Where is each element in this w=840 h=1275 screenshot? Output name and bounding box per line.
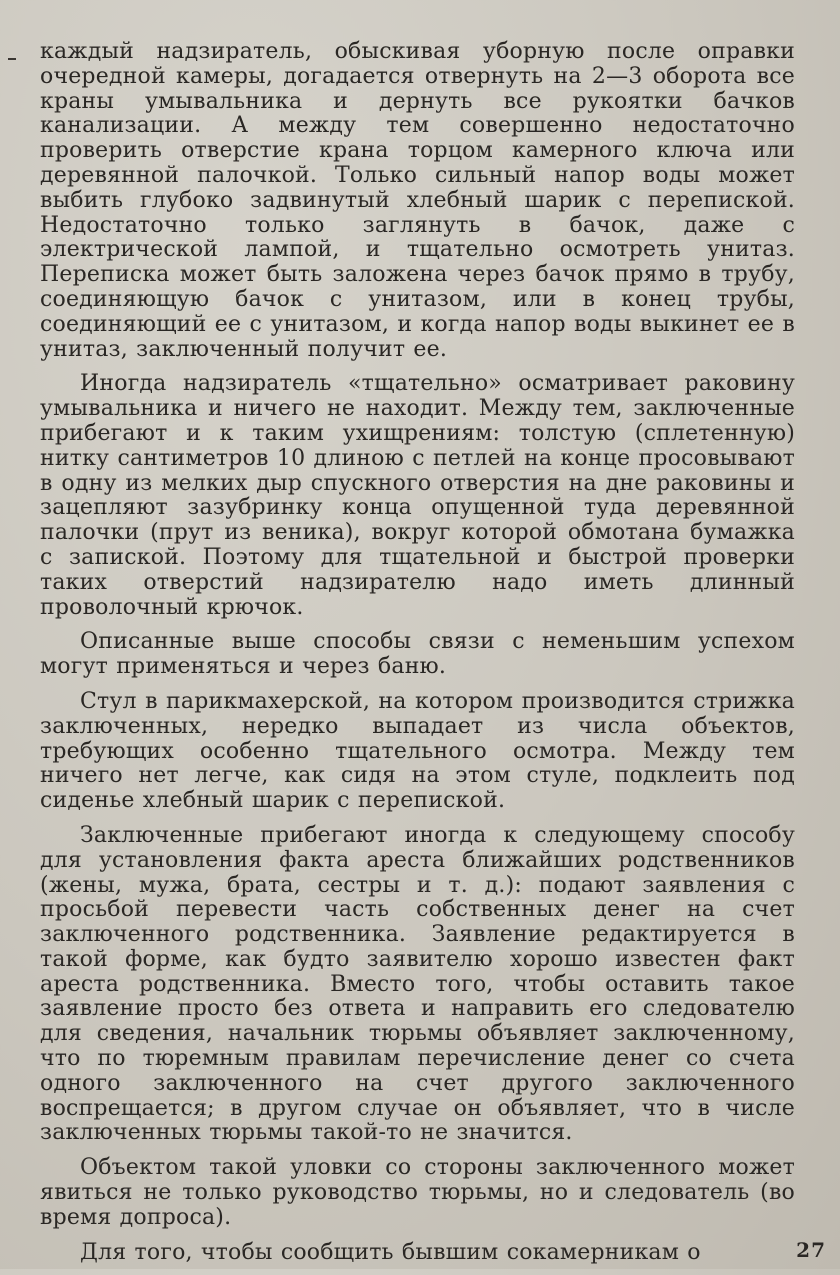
paragraph-relatives-arrest: Заключенные прибегают иногда к следующему способу для установления факта ареста ближайших родственников (жены, мужа, брата, сестры и т. д.): подают заявления с просьбой перевести часть собственных денег на счет заключенного родственника. Заявление редактируется в такой форме, как будто заявителю хорошо известен факт ареста родственника. Вместо того, чтобы оставить такое заявление просто без ответа и направить его следователю для сведения, начальник тюрьмы объявляет заключенному, что по тюремным правилам перечисление денег со счета одного заключенного на счет другого заключенного воспрещается; в другом случае он объявляет, что в числе заключенных тюрьмы такой-то не значится. bbox=[40, 822, 795, 1146]
paragraph-sink-inspection: Иногда надзиратель «тщательно» осматривает раковину умывальника и ничего не находит. Между тем, заключенные прибегают и к таким ухищрениям: толстую (сплетенную) нитку сантиметров 10 длиною с петлей на конце просовывают в одну из мелких дыр спускного отверстия на дне раковины и зацепляют зазубринку конца опущенной туда деревянной палочки (прут из веника), вокруг которой обмотана бумажка с запиской. Поэтому для тщательной и быстрой проверки таких отверстий надзирателю надо иметь длинный проволочный крючок. bbox=[40, 371, 795, 620]
page-number: 27 bbox=[796, 1238, 826, 1262]
paragraph-bath: Описанные выше способы связи с неменьшим успехом могут применяться и через баню. bbox=[40, 629, 795, 680]
paragraph-cellmates: Для того, чтобы сообщить бывшим сокамерникам о bbox=[80, 1239, 701, 1265]
paragraph-investigator: Объектом такой уловки со стороны заключенного может явиться не только руководство тюрьмы, но и следователь (во время допроса). bbox=[40, 1155, 795, 1230]
body-text bbox=[40, 40, 795, 1275]
paragraph-continuation: каждый надзиратель, обыскивая уборную после оправки очередной камеры, догадается отвернуть на 2—3 оборота все краны умывальника и дернуть все рукоятки бачков канализации. А между тем совершенно недостаточно проверить отверстие крана торцом камерного ключа или деревянной палочкой. Только сильный напор воды может выбить глубоко задвинутый хлебный шарик с перепиской. Недостаточно только заглянуть в бачок, даже с электрической лампой, и тщательно осмотреть унитаз. Переписка может быть заложена через бачок прямо в трубу, соединяющую бачок с унитазом, или в конец трубы, соединяющий ее с унитазом, и когда напор воды выкинет ее в унитаз, заключенный получит ее. bbox=[40, 39, 795, 362]
paragraph-barber-chair: Стул в парикмахерской, на котором производится стрижка заключенных, нередко выпадает из числа объектов, требующих особенно тщательного осмотра. Между тем ничего нет легче, как сидя на этом стуле, подклеить под сиденье хлебный шарик с перепиской. bbox=[40, 688, 795, 814]
margin-mark bbox=[8, 58, 16, 60]
